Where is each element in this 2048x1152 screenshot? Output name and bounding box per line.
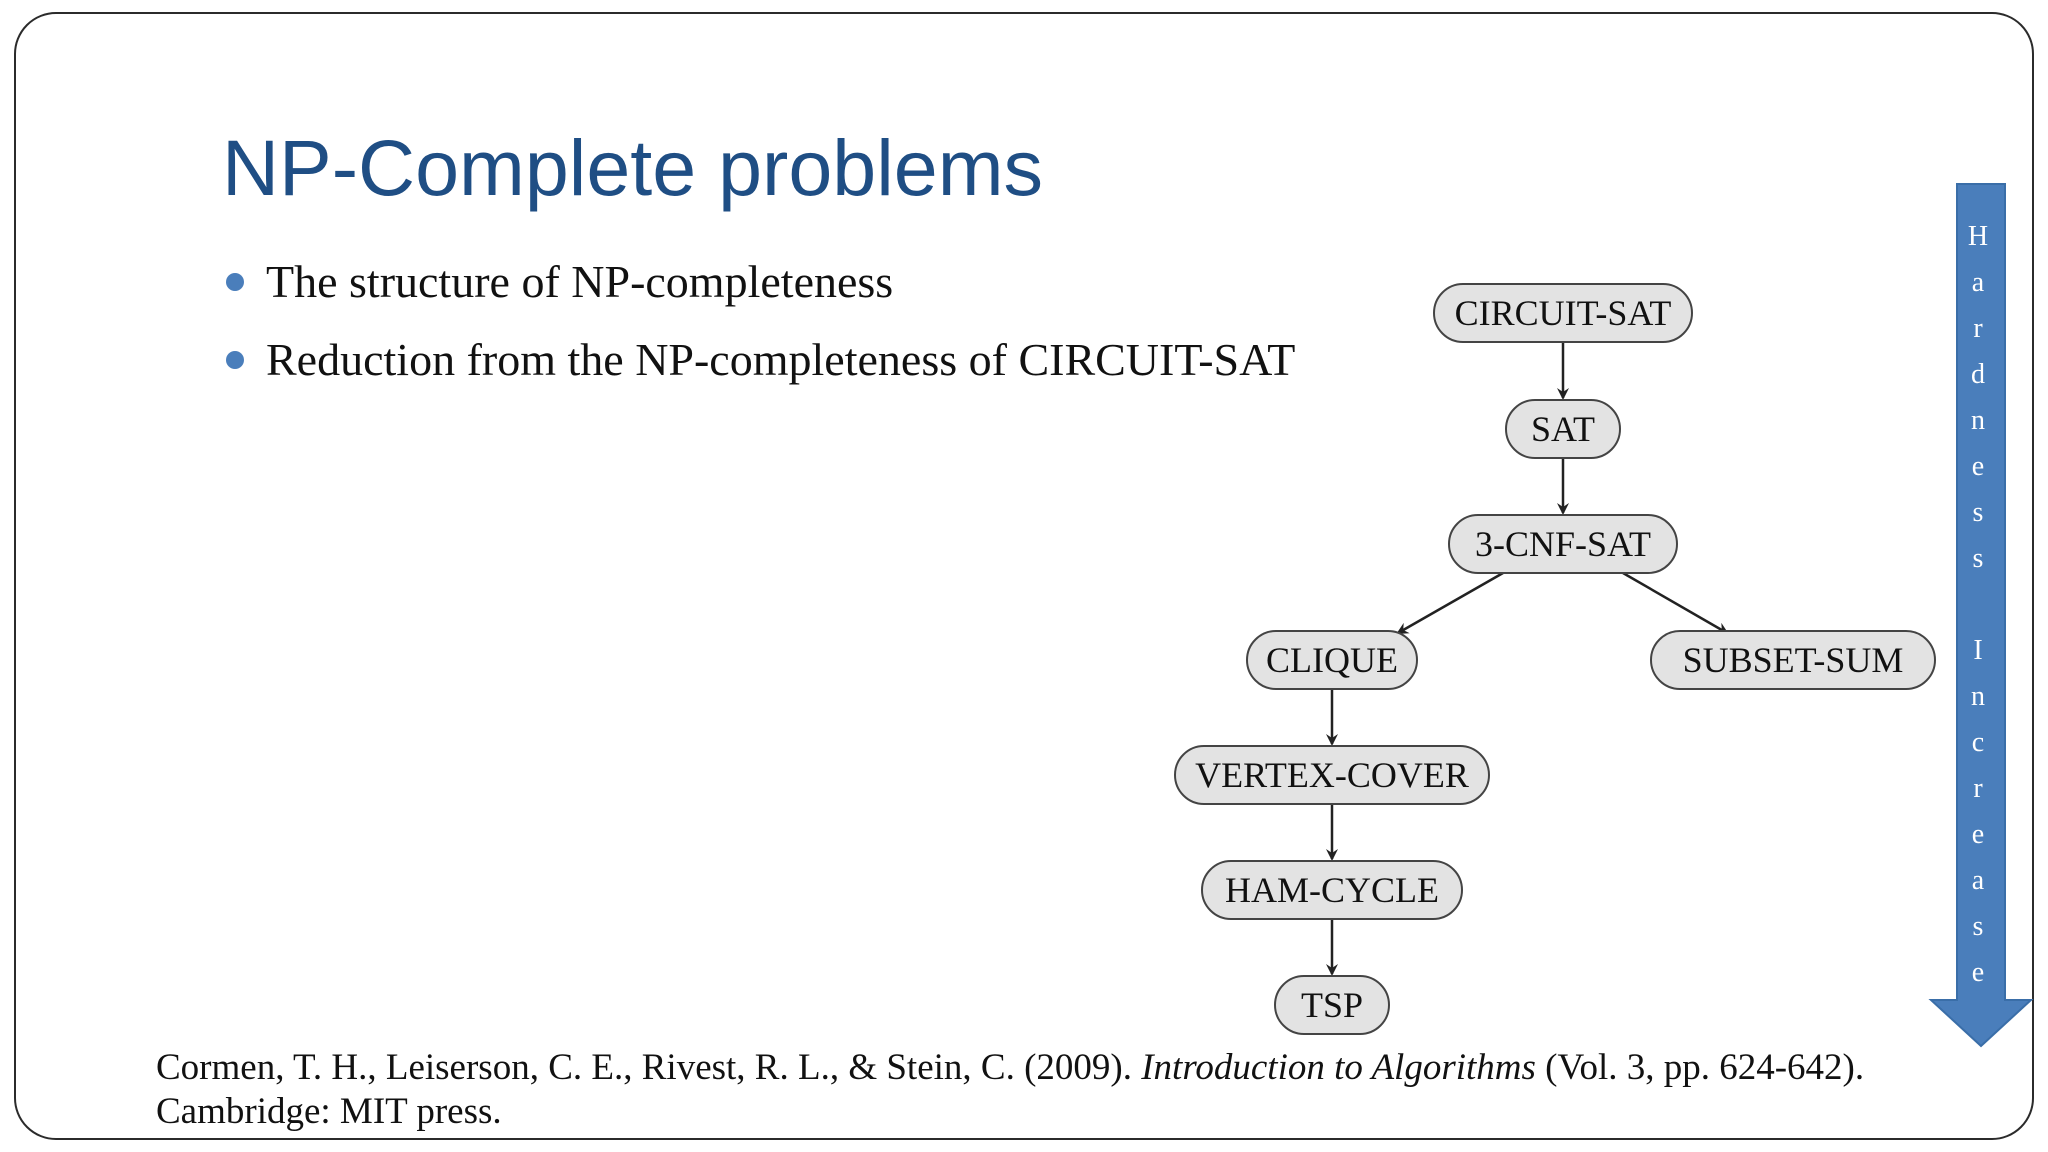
node-vertex-cover: [1175, 746, 1489, 804]
hardness-letter: n: [1971, 405, 1985, 436]
hardness-letter: c: [1971, 727, 1985, 758]
hardness-letter: n: [1971, 681, 1985, 712]
hardness-letter: a: [1971, 267, 1985, 298]
hardness-letter: H: [1967, 221, 1989, 252]
edge-3-cnf-sat-to-subset-sum: [1623, 573, 1727, 633]
node-label: VERTEX-COVER: [1195, 755, 1469, 795]
hardness-letter: s: [1972, 497, 1984, 528]
nodes-layer: [1175, 284, 1935, 1034]
node-label: SAT: [1530, 409, 1596, 449]
citation-authors: Cormen, T. H., Leiserson, C. E., Rivest, R. L., & Stein, C. (2009).: [156, 1047, 1142, 1088]
hardness-letter: d: [1971, 359, 1985, 390]
node-sat: [1506, 400, 1620, 458]
citation: [156, 1046, 1936, 1134]
node-label: CIRCUIT-SAT: [1454, 293, 1672, 333]
hardness-increase-label: [1956, 214, 2000, 1004]
bullet-text: Reduction from the NP-completeness of CIRCUIT-SAT: [266, 334, 1296, 385]
hardness-letter: [1975, 582, 1982, 628]
hardness-letter: e: [1971, 957, 1985, 988]
hardness-letter: I: [1973, 635, 1983, 666]
citation-details: (Vol. 3, pp. 624-642). Cambridge: MIT press.: [156, 1047, 1865, 1132]
node-label: SUBSET-SUM: [1682, 640, 1904, 680]
node-clique: [1247, 631, 1417, 689]
slide-title: NP-Complete problems: [222, 123, 1044, 212]
hardness-letter: r: [1973, 773, 1983, 804]
hardness-letter: s: [1972, 911, 1984, 942]
hardness-letter: r: [1973, 313, 1983, 344]
node-circuit-sat: [1434, 284, 1692, 342]
node-ham-cycle: [1202, 861, 1462, 919]
citation-book-title: Introduction to Algorithms: [1141, 1047, 1536, 1088]
hardness-letter: e: [1971, 451, 1985, 482]
node-label: CLIQUE: [1266, 640, 1398, 680]
node-subset-sum: [1651, 631, 1935, 689]
node-3-cnf-sat: [1449, 515, 1677, 573]
node-tsp: [1275, 976, 1389, 1034]
bullet-text: The structure of NP-completeness: [266, 256, 894, 307]
hardness-letter: s: [1972, 543, 1984, 574]
node-label: 3-CNF-SAT: [1474, 524, 1652, 564]
hardness-letter: a: [1971, 865, 1985, 896]
node-label: TSP: [1300, 985, 1364, 1025]
hardness-letter: e: [1971, 819, 1985, 850]
edge-3-cnf-sat-to-clique: [1398, 573, 1503, 633]
node-label: HAM-CYCLE: [1225, 870, 1439, 910]
